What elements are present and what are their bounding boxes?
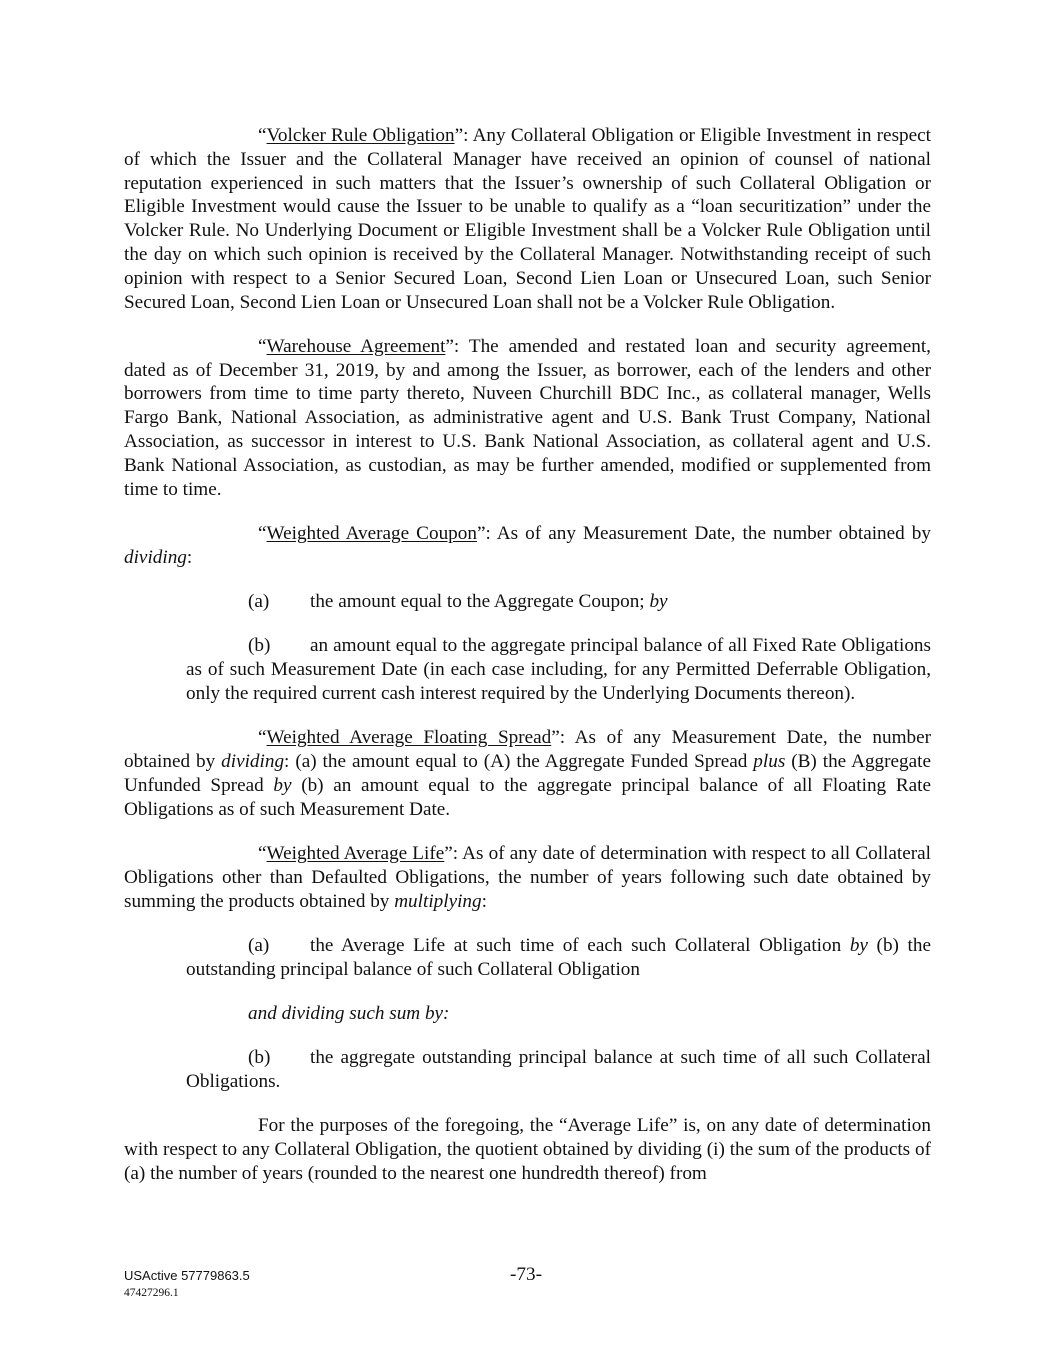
- quote: “: [258, 522, 267, 544]
- definition-warehouse-agreement: [124, 335, 931, 502]
- doc-id: USActive 57779863.5: [124, 1268, 250, 1283]
- clause-label: (b): [248, 635, 271, 657]
- clause-b: [124, 1046, 931, 1094]
- quote: ”:: [551, 727, 575, 749]
- clause-text: (b) the outstanding principal balance of such Collateral Obligation: [186, 934, 931, 980]
- emphasis: multiplying: [394, 890, 482, 912]
- punct: :: [186, 546, 193, 568]
- definition-body: The amended and restated loan and security agreement, dated as of December 31, 2019, by and among the Issuer, as borrower, each of the lenders and other borrowers from time to time party thereto, Nuveen Churchill BDC Inc., as collateral manager, Wells Fargo Bank, National Association, as administrative agent and U.S. Bank Trust Company, National Association, as successor in interest to U.S. Bank National Association, as collateral agent and U.S. Bank National Association, as custodian, as may be further amended, modified or supplemented from time to time.: [124, 335, 931, 500]
- page-number: -73-: [510, 1264, 542, 1285]
- clause-label: (a): [248, 591, 270, 613]
- clause-b: [124, 634, 931, 705]
- quote: ”:: [444, 842, 463, 864]
- doc-id-secondary: 47427296.1: [124, 1287, 179, 1299]
- quote: ”:: [445, 335, 469, 357]
- definition-body: (b) an amount equal to the aggregate principal balance of all Floating Rate Obligations as of such Measurement Date.: [124, 774, 931, 820]
- closing-paragraph: For the purposes of the foregoing, the “Average Life” is, on any date of determination with respect to any Collateral Obligation, the quotient obtained by dividing (i) the sum of the products of (a) the number of years (rounded to the nearest one hundredth thereof) from: [124, 1115, 931, 1184]
- connector: [124, 1002, 931, 1026]
- document-page: [124, 124, 931, 1186]
- defined-term: Warehouse Agreement: [266, 335, 446, 357]
- clause-a: [124, 934, 931, 982]
- definition-body: : (a) the amount equal to (A) the Aggregate Funded Spread: [284, 751, 754, 773]
- clause-text: an amount equal to the aggregate principal balance of all Fixed Rate Obligations as of such Measurement Date (in each case including, for any Permitted Deferrable Obligation, only the required current cash interest required by the Underlying Documents thereon).: [186, 635, 931, 704]
- definition-weighted-average-life: [124, 842, 931, 913]
- definition-weighted-average-coupon: [124, 522, 931, 570]
- emphasis: dividing: [124, 546, 187, 568]
- punct: :: [481, 890, 487, 912]
- quote: “: [258, 727, 267, 749]
- emphasis: by: [849, 934, 868, 956]
- quote: “: [258, 125, 267, 146]
- definition-volcker-rule-obligation: [124, 124, 931, 314]
- clause-a: [124, 590, 931, 614]
- quote: ”:: [454, 125, 473, 146]
- emphasis: by: [649, 591, 668, 613]
- quote: “: [258, 335, 267, 357]
- definition-body: Any Collateral Obligation or Eligible Investment in respect of which the Issuer and the Collateral Manager have received an opinion of counsel of national reputation experienced in such matters that the Issuer’s ownership of such Collateral Obligation or Eligible Investment would cause the Issuer to be unable to qualify as a “loan securitization” under the Volcker Rule. No Underlying Document or Eligible Investment shall be a Volcker Rule Obligation until the day on which such opinion is received by the Collateral Manager. Notwithstanding receipt of such opinion with respect to a Senior Secured Loan, Second Lien Loan or Unsecured Loan, such Senior Secured Loan, Second Lien Loan or Unsecured Loan shall not be a Volcker Rule Obligation.: [124, 125, 932, 313]
- defined-term: Weighted Average Coupon: [266, 522, 477, 544]
- quote: “: [258, 842, 267, 864]
- quote: ”:: [476, 522, 497, 544]
- clause-text: the amount equal to the Aggregate Coupon;: [310, 591, 650, 613]
- defined-term: Weighted Average Floating Spread: [266, 727, 552, 749]
- definition-body: As of any date of determination with respect to all Collateral Obligations other than Defaulted Obligations, the number of years following such date obtained by summing the products obtained by: [124, 842, 931, 912]
- emphasis: plus: [753, 751, 786, 773]
- defined-term: Volcker Rule Obligation: [266, 125, 455, 146]
- connector-text: and dividing such sum by:: [248, 1002, 450, 1024]
- clause-text: the Average Life at such time of each such Collateral Obligation: [310, 934, 850, 956]
- emphasis: by: [273, 774, 292, 796]
- definition-body: As of any Measurement Date, the number obtained by: [496, 522, 931, 544]
- clause-label: (a): [248, 934, 270, 956]
- defined-term: Weighted Average Life: [266, 842, 445, 864]
- definition-body: As of any Measurement Date, the number obtained by: [124, 727, 931, 773]
- clause-text: the aggregate outstanding principal balance at such time of all such Collateral Obligations.: [186, 1047, 931, 1092]
- definition-body: (B) the Aggregate Unfunded Spread: [124, 751, 931, 796]
- emphasis: dividing: [221, 751, 285, 773]
- clause-label: (b): [248, 1047, 271, 1069]
- definition-weighted-average-floating-spread: [124, 726, 931, 821]
